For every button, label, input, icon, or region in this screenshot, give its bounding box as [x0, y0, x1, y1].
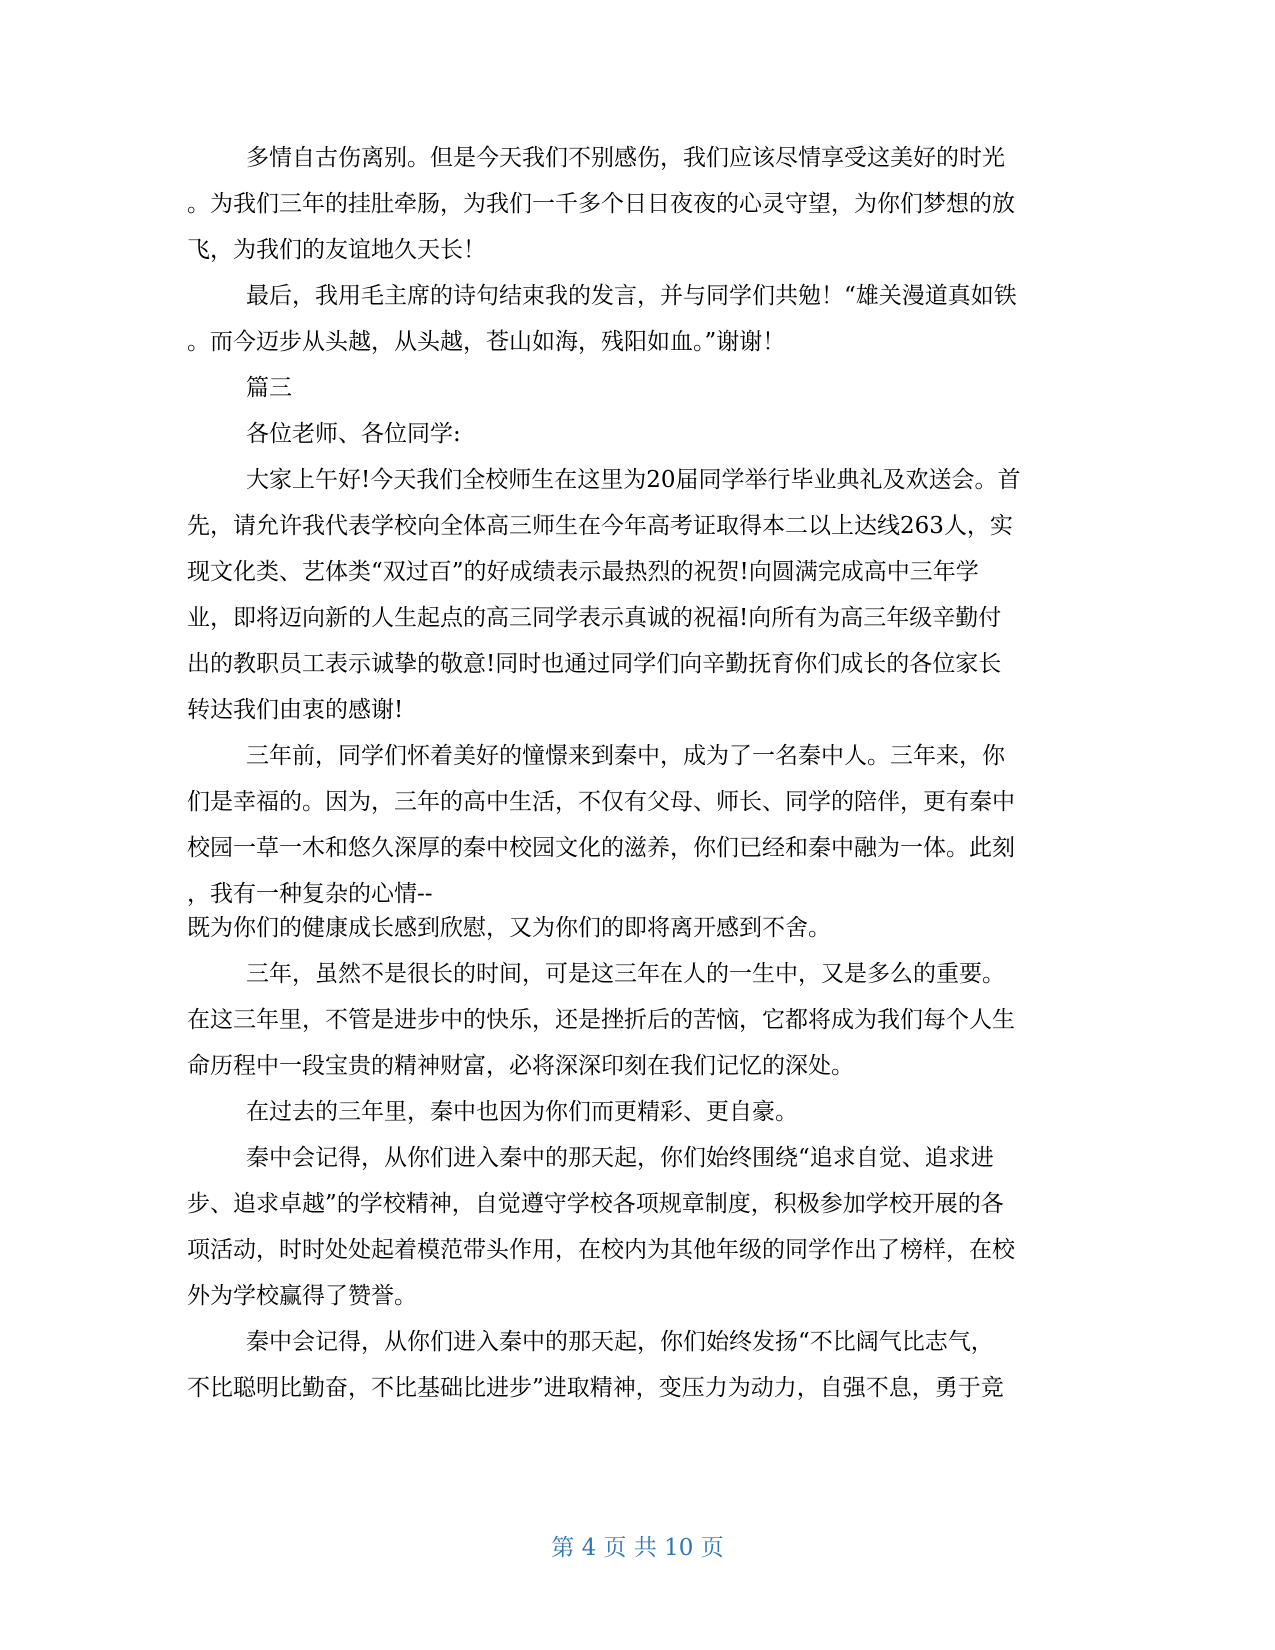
text-line: 转达我们由衷的感谢!: [187, 697, 404, 723]
text-line: 项活动，时时处处起着模范带头作用，在校内为其他年级的同学作出了榜样，在校: [187, 1237, 1015, 1263]
text-line: 在这三年里，不管是进步中的快乐，还是挫折后的苦恼，它都将成为我们每个人生: [187, 1007, 1015, 1033]
text-line: 。而今迈步从头越，从头越，苍山如海，残阳如血。”谢谢！: [187, 329, 786, 355]
text-line: 。为我们三年的挂肚牵肠，为我们一千多个日日夜夜的心灵守望，为你们梦想的放: [187, 191, 1015, 217]
footer-prefix: 第: [551, 1535, 575, 1561]
section-heading: 篇三: [246, 375, 292, 401]
text-line: 秦中会记得，从你们进入秦中的那天起，你们始终发扬“不比阔气比志气，: [246, 1329, 994, 1355]
text-line: 最后，我用毛主席的诗句结束我的发言，并与同学们共勉！“雄关漫道真如铁: [246, 283, 1017, 309]
page-footer: [0, 1533, 1275, 1563]
text-line: 步、追求卓越”的学校精神，自觉遵守学校各项规章制度，积极参加学校开展的各: [187, 1191, 1004, 1217]
text-line: 不比聪明比勤奋，不比基础比进步”进取精神，变压力为动力，自强不息，勇于竞: [187, 1375, 1004, 1401]
text-line: 飞，为我们的友谊地久天长！: [187, 237, 486, 263]
salutation: 各位老师、各位同学:: [246, 421, 461, 447]
text-line: 在过去的三年里，秦中也因为你们而更精彩、更自豪。: [246, 1099, 798, 1125]
text-line: 既为你们的健康成长感到欣慰，又为你们的即将离开感到不舍。: [187, 915, 831, 941]
text-line: 大家上午好!今天我们全校师生在这里为20届同学举行毕业典礼及欢送会。首: [246, 467, 1021, 493]
text-line: 现文化类、艺体类“双过百”的好成绩表示最热烈的祝贺!向圆满完成高中三年学: [187, 559, 979, 585]
footer-middle: 页 共: [603, 1535, 657, 1561]
footer-suffix: 页: [700, 1535, 724, 1561]
text-line: 外为学校赢得了赞誉。: [187, 1283, 417, 1309]
text-line: 校园一草一木和悠久深厚的秦中校园文化的滋养，你们已经和秦中融为一体。此刻: [187, 835, 1015, 861]
text-line: 三年，虽然不是很长的时间，可是这三年在人的一生中，又是多么的重要。: [246, 961, 1005, 987]
text-line: ，我有一种复杂的心情--: [187, 881, 433, 907]
text-line: 秦中会记得，从你们进入秦中的那天起，你们始终围绕“追求自觉、追求进: [246, 1145, 994, 1171]
text-line: 命历程中一段宝贵的精神财富，必将深深印刻在我们记忆的深处。: [187, 1053, 854, 1079]
text-line: 先，请允许我代表学校向全体高三师生在今年高考证取得本二以上达线263人，实: [187, 513, 1013, 539]
text-line: 业，即将迈向新的人生起点的高三同学表示真诚的祝福!向所有为高三年级辛勤付: [187, 605, 1002, 631]
text-line: 三年前，同学们怀着美好的憧憬来到秦中，成为了一名秦中人。三年来，你: [246, 743, 1005, 769]
text-line: 出的教职员工表示诚挚的敬意!同时也通过同学们向辛勤抚育你们成长的各位家长: [187, 651, 1002, 677]
footer-total-pages: 10: [664, 1535, 694, 1561]
text-line: 们是幸福的。因为，三年的高中生活，不仅有父母、师长、同学的陪伴，更有秦中: [187, 789, 1015, 815]
footer-page-number: 4: [581, 1535, 597, 1561]
text-line: 多情自古伤离别。但是今天我们不别感伤，我们应该尽情享受这美好的时光: [246, 145, 1005, 171]
